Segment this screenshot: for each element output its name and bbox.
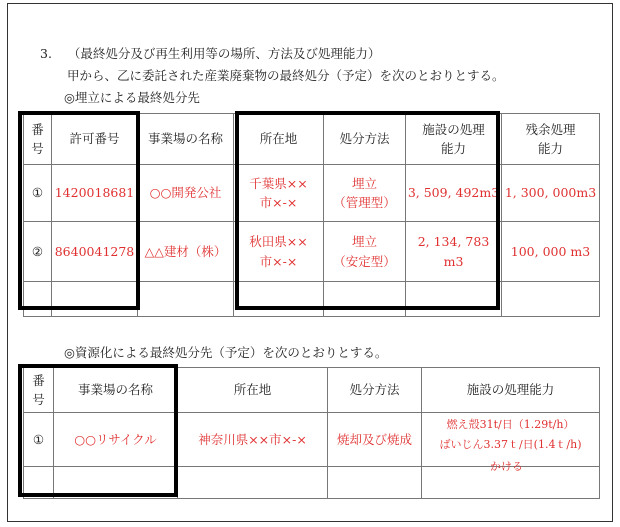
section-number: 3. [40, 46, 52, 61]
row-method: 埋立 （管理型） [324, 165, 406, 222]
row-location: 秋田県×× 市×-× [234, 222, 324, 282]
header-number: 番 号 [24, 368, 54, 413]
section-heading [40, 44, 380, 62]
header-site: 事業場の名称 [54, 368, 178, 413]
landfill-label: ◎埋立による最終処分先 [64, 90, 200, 105]
table-row [24, 165, 600, 222]
header-method: 処分方法 [324, 114, 406, 165]
capacity-overflow-note: かける [490, 460, 523, 473]
header-site: 事業場の名称 [138, 114, 234, 165]
row-number: ① [24, 165, 52, 222]
header-location: 所在地 [178, 368, 328, 413]
row-capacity: 2, 134, 783 m3 [406, 222, 502, 282]
row-capacity: 3, 509, 492m3 [406, 165, 502, 222]
row-number: ① [24, 413, 54, 467]
table-row [24, 222, 600, 282]
header-capacity: 施設の処理能力 [422, 368, 600, 413]
row-capacity: 燃え殻31t/日（1.29t/h） ばいじん3.37ｔ/日(1.4ｔ/h) [422, 413, 600, 467]
intro-text: 甲から、乙に委託された産業廃棄物の最終処分（予定）を次のとおりとする。 [67, 68, 505, 83]
row-method: 焼却及び焼成 [328, 413, 422, 467]
table-row-empty [24, 282, 600, 317]
row-permit: 1420018681 [52, 165, 138, 222]
table-header-row [24, 114, 600, 165]
header-capacity: 施設の処理 能力 [406, 114, 502, 165]
landfill-table [23, 113, 600, 317]
row-site: △△建材（株） [138, 222, 234, 282]
row-remaining: 1, 300, 000m3 [502, 165, 600, 222]
row-site: ○○リサイクル [54, 413, 178, 467]
row-location: 神奈川県××市×-× [178, 413, 328, 467]
header-permit: 許可番号 [52, 114, 138, 165]
header-number: 番 号 [24, 114, 52, 165]
header-location: 所在地 [234, 114, 324, 165]
table-header-row [24, 368, 600, 413]
section-title: （最終処分及び再生利用等の場所、方法及び処理能力） [67, 46, 381, 61]
row-method: 埋立 （安定型） [324, 222, 406, 282]
row-permit: 8640041278 [52, 222, 138, 282]
recycle-table [23, 367, 600, 499]
row-remaining: 100, 000 m3 [502, 222, 600, 282]
recycle-label: ◎資源化による最終処分先（予定）を次のとおりとする。 [64, 345, 388, 360]
row-site: ○○開発公社 [138, 165, 234, 222]
row-location: 千葉県×× 市×-× [234, 165, 324, 222]
header-remaining: 残余処理 能力 [502, 114, 600, 165]
row-number: ② [24, 222, 52, 282]
header-method: 処分方法 [328, 368, 422, 413]
